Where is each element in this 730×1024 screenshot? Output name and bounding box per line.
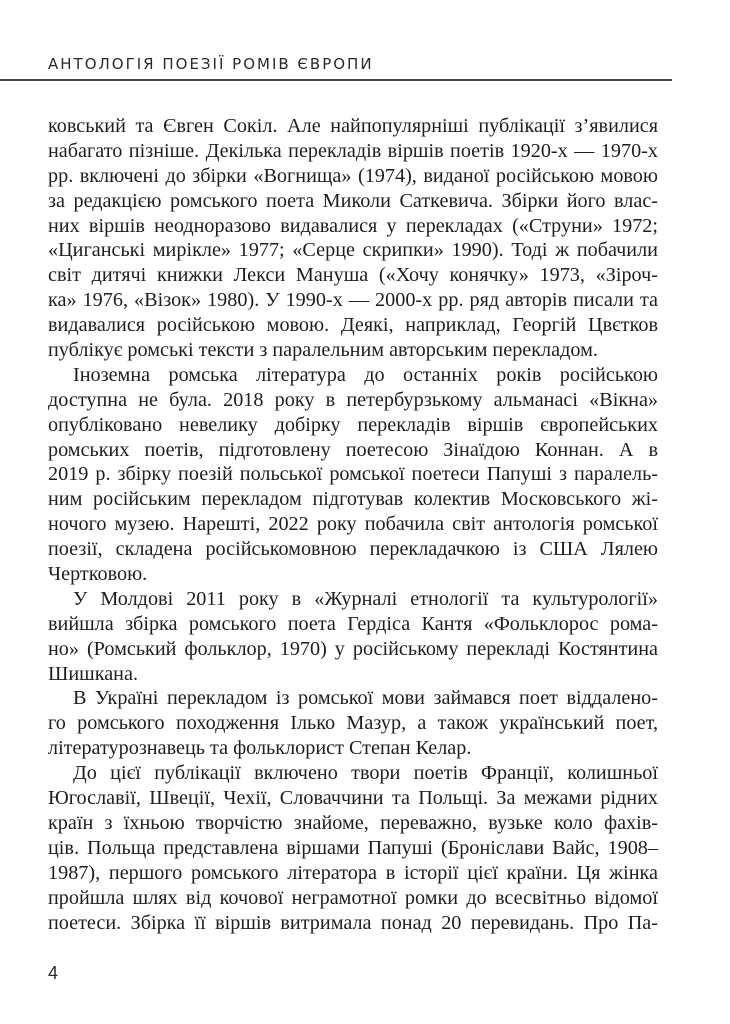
text-line: 1987), першого ромського літератора в історії цієї країни. Ця жінка xyxy=(48,861,658,884)
text-line: публікує ромські тексти з паралельним авторським перекладом. xyxy=(48,339,598,362)
paragraph-first-line: До цієї публікації включено твори поетів Франції, колишньої xyxy=(73,762,658,785)
text-line: ка» 1976, «Візок» 1980). У 1990-х — 2000-х рр. ряд авторів писали та xyxy=(48,289,658,312)
text-line: набагато пізніше. Декілька перекладів віршів поетів 1920-х — 1970-х xyxy=(48,139,658,162)
text-line: ромських поетів, підготовлену поетесою Зінаїдою Коннан. А в xyxy=(48,438,658,461)
text-line: опубліковано невелику добірку перекладів віршів європейських xyxy=(48,413,658,436)
text-line: «Циганські мирікле» 1977; «Серце скрипки» 1990). Тоді ж побачили xyxy=(48,239,658,262)
text-line: видавалися російською мовою. Деякі, наприклад, Георгій Цвєтков xyxy=(48,314,658,337)
text-line: рр. включені до збірки «Вогнища» (1974), виданої російською мовою xyxy=(48,164,658,187)
text-line: но» (Ромський фольклор, 1970) у російському перекладі Костянтина xyxy=(48,637,658,660)
text-line: го ромського походження Ілько Мазур, а також український поет, xyxy=(48,712,658,735)
text-line: Югославії, Швеції, Чехії, Словаччини та Польщі. За межами рідних xyxy=(48,787,658,810)
text-line: Шишкана. xyxy=(48,662,138,685)
text-line: поетеси. Збірка її віршів витримала понад 20 перевидань. Про Па- xyxy=(48,911,658,934)
running-header: АНТОЛОГІЯ ПОЕЗІЇ РОМІВ ЄВРОПИ xyxy=(48,55,374,73)
text-line: ців. Польща представлена віршами Папуші (Броніслави Вайс, 1908– xyxy=(48,836,658,859)
text-line: них віршів неодноразово видавалися у перекладах («Струни» 1972; xyxy=(48,214,658,237)
body-text xyxy=(48,114,658,935)
text-line: пройшла шлях від кочової неграмотної ромки до всесвітньо відомої xyxy=(48,886,658,909)
text-line: поезії, складена російськомовною перекладачкою із США Лялею xyxy=(48,538,658,561)
text-line: доступна не була. 2018 року в петербурзькому альманасі «Вікна» xyxy=(48,388,658,411)
paragraph-first-line: Іноземна ромська література до останніх років російською xyxy=(73,363,658,386)
text-line: за редакцією ромського поета Миколи Саткевича. Збірки його влас- xyxy=(48,189,658,212)
text-line: вийшла збірка ромського поета Гердіса Кантя «Фольклорос рома- xyxy=(48,612,658,635)
text-line: ночого музею. Нарешті, 2022 року побачила світ антологія ромської xyxy=(48,513,658,536)
header-rule xyxy=(0,79,672,81)
paragraph-first-line: В Україні перекладом із ромської мови займався поет віддалено- xyxy=(73,687,658,710)
text-line: літературознавець та фольклорист Степан Келар. xyxy=(48,737,472,760)
text-line: ним російським перекладом підготував колектив Московського жі- xyxy=(48,488,658,511)
page-number: 4 xyxy=(48,963,59,983)
text-line: світ дитячі книжки Лекси Мануша («Хочу конячку» 1973, «Зіроч- xyxy=(48,264,658,287)
text-line: 2019 р. збірку поезій польської ромської поетеси Папуші з паралель- xyxy=(48,463,658,486)
paragraph-first-line: У Молдові 2011 року в «Журналі етнології та культурології» xyxy=(73,587,658,610)
text-line: ковський та Євген Сокіл. Але найпопулярніші публікації з’явилися xyxy=(48,115,658,137)
text-line: країн з їхньою творчістю знайоме, переважно, вузьке коло фахів- xyxy=(48,811,658,834)
text-line: Чертковою. xyxy=(48,563,148,586)
